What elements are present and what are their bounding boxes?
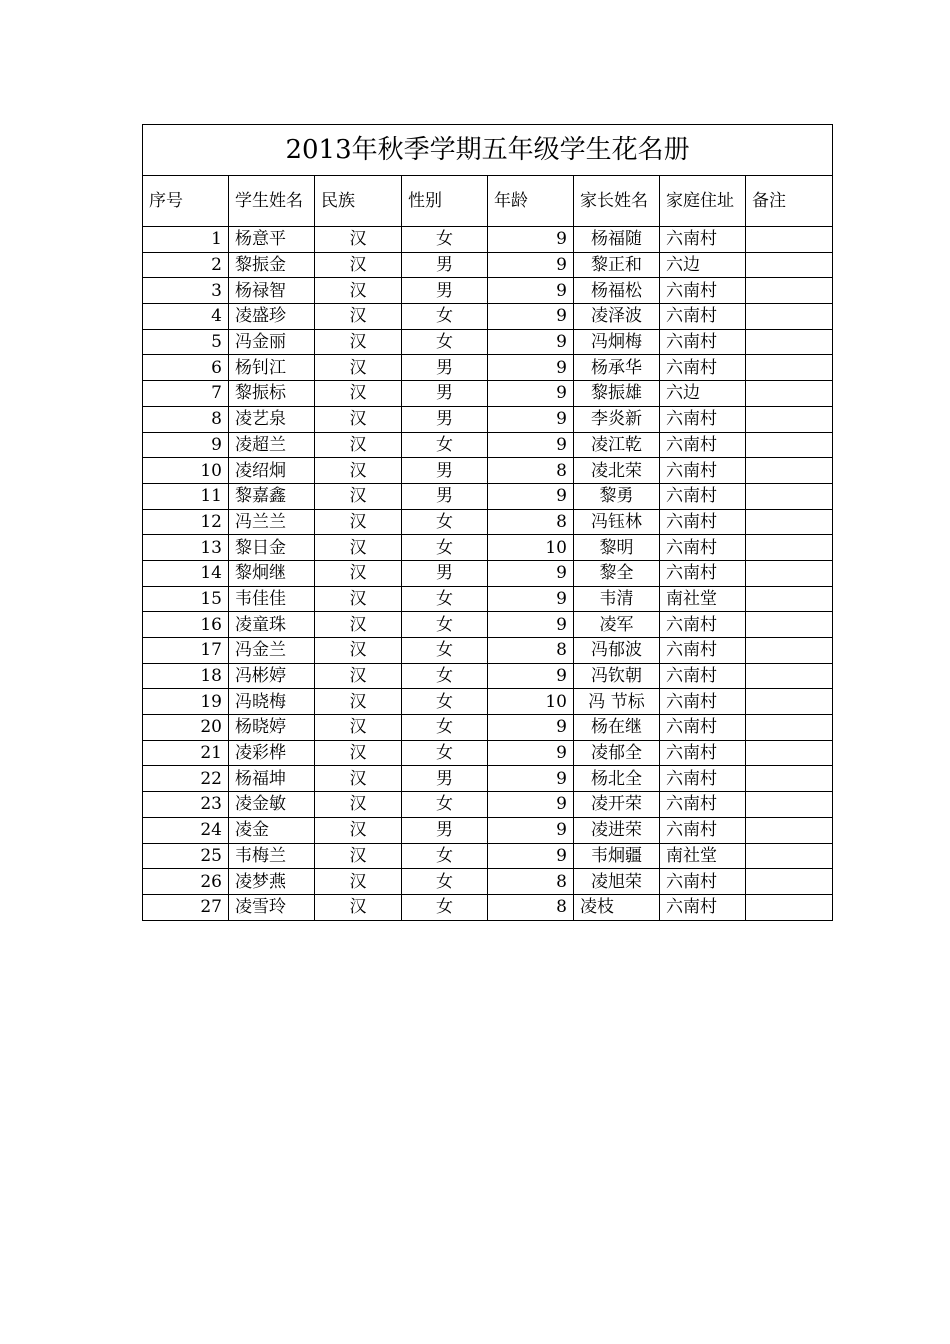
cell-remarks [746, 766, 833, 792]
cell-address: 六南村 [660, 458, 746, 484]
cell-student-name: 冯金丽 [229, 329, 315, 355]
cell-seq: 18 [143, 663, 229, 689]
cell-remarks [746, 689, 833, 715]
table-row [143, 689, 833, 715]
header-address: 家庭住址 [660, 176, 746, 227]
cell-age: 9 [488, 355, 574, 381]
cell-student-name: 韦佳佳 [229, 586, 315, 612]
table-row [143, 792, 833, 818]
cell-address: 六南村 [660, 304, 746, 330]
cell-address: 六南村 [660, 638, 746, 664]
table-row [143, 227, 833, 253]
cell-ethnicity: 汉 [315, 381, 402, 407]
cell-address: 六南村 [660, 689, 746, 715]
cell-parent-name: 凌进荣 [574, 817, 660, 843]
cell-seq: 27 [143, 894, 229, 920]
table-row [143, 458, 833, 484]
cell-gender: 女 [402, 663, 488, 689]
cell-seq: 15 [143, 586, 229, 612]
cell-ethnicity: 汉 [315, 586, 402, 612]
cell-gender: 女 [402, 689, 488, 715]
cell-remarks [746, 406, 833, 432]
cell-parent-name: 黎正和 [574, 252, 660, 278]
cell-gender: 女 [402, 792, 488, 818]
cell-parent-name: 杨承华 [574, 355, 660, 381]
cell-address: 六南村 [660, 792, 746, 818]
cell-address: 六南村 [660, 355, 746, 381]
cell-ethnicity: 汉 [315, 740, 402, 766]
cell-ethnicity: 汉 [315, 689, 402, 715]
cell-gender: 女 [402, 586, 488, 612]
cell-seq: 16 [143, 612, 229, 638]
cell-gender: 男 [402, 483, 488, 509]
cell-gender: 女 [402, 432, 488, 458]
cell-age: 9 [488, 740, 574, 766]
cell-address: 六南村 [660, 715, 746, 741]
student-roster-table [142, 124, 833, 921]
cell-gender: 男 [402, 458, 488, 484]
cell-seq: 9 [143, 432, 229, 458]
cell-parent-name: 凌泽波 [574, 304, 660, 330]
cell-ethnicity: 汉 [315, 869, 402, 895]
cell-address: 六南村 [660, 869, 746, 895]
cell-ethnicity: 汉 [315, 715, 402, 741]
title-row [143, 125, 833, 176]
cell-remarks [746, 586, 833, 612]
cell-parent-name: 韦清 [574, 586, 660, 612]
cell-parent-name: 凌旭荣 [574, 869, 660, 895]
cell-remarks [746, 535, 833, 561]
cell-seq: 6 [143, 355, 229, 381]
cell-remarks [746, 715, 833, 741]
cell-student-name: 凌金敏 [229, 792, 315, 818]
cell-seq: 5 [143, 329, 229, 355]
cell-student-name: 黎日金 [229, 535, 315, 561]
cell-gender: 男 [402, 817, 488, 843]
cell-ethnicity: 汉 [315, 252, 402, 278]
cell-remarks [746, 663, 833, 689]
cell-student-name: 黎嘉鑫 [229, 483, 315, 509]
cell-parent-name: 杨在继 [574, 715, 660, 741]
cell-ethnicity: 汉 [315, 560, 402, 586]
table-row [143, 843, 833, 869]
cell-address: 南社堂 [660, 586, 746, 612]
cell-ethnicity: 汉 [315, 329, 402, 355]
cell-ethnicity: 汉 [315, 638, 402, 664]
cell-age: 9 [488, 406, 574, 432]
cell-remarks [746, 432, 833, 458]
cell-remarks [746, 869, 833, 895]
cell-remarks [746, 509, 833, 535]
table-row [143, 304, 833, 330]
cell-seq: 14 [143, 560, 229, 586]
cell-remarks [746, 843, 833, 869]
header-seq: 序号 [143, 176, 229, 227]
cell-student-name: 冯兰兰 [229, 509, 315, 535]
cell-ethnicity: 汉 [315, 432, 402, 458]
cell-ethnicity: 汉 [315, 894, 402, 920]
cell-seq: 3 [143, 278, 229, 304]
cell-address: 六南村 [660, 663, 746, 689]
table-row [143, 406, 833, 432]
cell-parent-name: 黎全 [574, 560, 660, 586]
table-row [143, 535, 833, 561]
cell-seq: 19 [143, 689, 229, 715]
header-parent-name: 家长姓名 [574, 176, 660, 227]
cell-age: 9 [488, 663, 574, 689]
cell-student-name: 杨钊江 [229, 355, 315, 381]
cell-gender: 男 [402, 355, 488, 381]
cell-address: 六南村 [660, 406, 746, 432]
cell-seq: 26 [143, 869, 229, 895]
cell-seq: 2 [143, 252, 229, 278]
cell-student-name: 黎振标 [229, 381, 315, 407]
cell-gender: 男 [402, 560, 488, 586]
cell-student-name: 杨福坤 [229, 766, 315, 792]
cell-gender: 女 [402, 638, 488, 664]
cell-age: 9 [488, 432, 574, 458]
cell-gender: 男 [402, 406, 488, 432]
header-gender: 性别 [402, 176, 488, 227]
cell-student-name: 凌童珠 [229, 612, 315, 638]
cell-parent-name: 凌枝 [574, 894, 660, 920]
cell-gender: 男 [402, 381, 488, 407]
cell-parent-name: 冯钰林 [574, 509, 660, 535]
cell-age: 10 [488, 689, 574, 715]
table-row [143, 252, 833, 278]
cell-remarks [746, 227, 833, 253]
cell-parent-name: 凌北荣 [574, 458, 660, 484]
cell-address: 六南村 [660, 612, 746, 638]
header-student-name: 学生姓名 [229, 176, 315, 227]
cell-seq: 1 [143, 227, 229, 253]
cell-seq: 21 [143, 740, 229, 766]
cell-seq: 13 [143, 535, 229, 561]
cell-remarks [746, 252, 833, 278]
cell-student-name: 凌梦燕 [229, 869, 315, 895]
cell-seq: 24 [143, 817, 229, 843]
table-row [143, 817, 833, 843]
cell-student-name: 凌超兰 [229, 432, 315, 458]
cell-student-name: 黎振金 [229, 252, 315, 278]
cell-age: 10 [488, 535, 574, 561]
cell-address: 六南村 [660, 740, 746, 766]
cell-student-name: 凌雪玲 [229, 894, 315, 920]
table-row [143, 381, 833, 407]
cell-address: 六边 [660, 381, 746, 407]
table-row [143, 766, 833, 792]
cell-gender: 男 [402, 766, 488, 792]
cell-gender: 女 [402, 509, 488, 535]
cell-gender: 男 [402, 252, 488, 278]
cell-age: 9 [488, 612, 574, 638]
cell-student-name: 凌绍炯 [229, 458, 315, 484]
cell-student-name: 冯金兰 [229, 638, 315, 664]
cell-seq: 10 [143, 458, 229, 484]
cell-parent-name: 凌开荣 [574, 792, 660, 818]
header-remarks: 备注 [746, 176, 833, 227]
cell-student-name: 凌艺泉 [229, 406, 315, 432]
cell-parent-name: 杨福松 [574, 278, 660, 304]
cell-ethnicity: 汉 [315, 355, 402, 381]
cell-remarks [746, 458, 833, 484]
table-row [143, 612, 833, 638]
cell-gender: 女 [402, 894, 488, 920]
cell-student-name: 杨禄智 [229, 278, 315, 304]
cell-gender: 女 [402, 869, 488, 895]
cell-parent-name: 冯 节标 [574, 689, 660, 715]
cell-parent-name: 杨北全 [574, 766, 660, 792]
cell-age: 8 [488, 509, 574, 535]
cell-age: 8 [488, 894, 574, 920]
cell-student-name: 杨晓婷 [229, 715, 315, 741]
cell-address: 六南村 [660, 329, 746, 355]
table-row [143, 432, 833, 458]
cell-age: 9 [488, 817, 574, 843]
cell-seq: 7 [143, 381, 229, 407]
cell-remarks [746, 304, 833, 330]
table-row [143, 560, 833, 586]
cell-gender: 男 [402, 278, 488, 304]
cell-remarks [746, 381, 833, 407]
cell-seq: 25 [143, 843, 229, 869]
cell-ethnicity: 汉 [315, 535, 402, 561]
cell-parent-name: 黎振雄 [574, 381, 660, 407]
cell-gender: 女 [402, 715, 488, 741]
cell-remarks [746, 638, 833, 664]
cell-gender: 女 [402, 329, 488, 355]
cell-gender: 女 [402, 612, 488, 638]
cell-parent-name: 凌郁全 [574, 740, 660, 766]
cell-parent-name: 韦炯疆 [574, 843, 660, 869]
cell-parent-name: 凌军 [574, 612, 660, 638]
cell-parent-name: 冯郁波 [574, 638, 660, 664]
cell-age: 9 [488, 252, 574, 278]
cell-age: 9 [488, 329, 574, 355]
cell-age: 9 [488, 278, 574, 304]
cell-student-name: 冯彬婷 [229, 663, 315, 689]
cell-gender: 女 [402, 227, 488, 253]
table-row [143, 869, 833, 895]
table-row [143, 329, 833, 355]
cell-age: 9 [488, 586, 574, 612]
cell-ethnicity: 汉 [315, 817, 402, 843]
table-row [143, 509, 833, 535]
cell-seq: 22 [143, 766, 229, 792]
cell-address: 南社堂 [660, 843, 746, 869]
cell-address: 六南村 [660, 766, 746, 792]
cell-remarks [746, 740, 833, 766]
table-row [143, 740, 833, 766]
cell-remarks [746, 278, 833, 304]
cell-remarks [746, 894, 833, 920]
cell-age: 9 [488, 227, 574, 253]
cell-address: 六南村 [660, 278, 746, 304]
cell-age: 9 [488, 715, 574, 741]
cell-ethnicity: 汉 [315, 406, 402, 432]
cell-age: 9 [488, 792, 574, 818]
cell-ethnicity: 汉 [315, 278, 402, 304]
cell-age: 9 [488, 843, 574, 869]
cell-ethnicity: 汉 [315, 509, 402, 535]
cell-student-name: 凌盛珍 [229, 304, 315, 330]
cell-seq: 23 [143, 792, 229, 818]
cell-student-name: 凌彩桦 [229, 740, 315, 766]
cell-address: 六南村 [660, 227, 746, 253]
cell-ethnicity: 汉 [315, 766, 402, 792]
cell-ethnicity: 汉 [315, 227, 402, 253]
table-row [143, 278, 833, 304]
cell-seq: 4 [143, 304, 229, 330]
cell-address: 六南村 [660, 817, 746, 843]
cell-parent-name: 李炎新 [574, 406, 660, 432]
cell-age: 8 [488, 638, 574, 664]
cell-student-name: 冯晓梅 [229, 689, 315, 715]
cell-remarks [746, 792, 833, 818]
cell-ethnicity: 汉 [315, 304, 402, 330]
page-title: 2013年秋季学期五年级学生花名册 [143, 125, 833, 176]
cell-age: 9 [488, 560, 574, 586]
cell-seq: 17 [143, 638, 229, 664]
cell-student-name: 韦梅兰 [229, 843, 315, 869]
cell-seq: 11 [143, 483, 229, 509]
cell-seq: 20 [143, 715, 229, 741]
cell-parent-name: 杨福随 [574, 227, 660, 253]
cell-address: 六南村 [660, 894, 746, 920]
cell-address: 六边 [660, 252, 746, 278]
cell-ethnicity: 汉 [315, 663, 402, 689]
table-row [143, 663, 833, 689]
cell-parent-name: 冯钦朝 [574, 663, 660, 689]
cell-age: 8 [488, 458, 574, 484]
header-row [143, 176, 833, 227]
cell-ethnicity: 汉 [315, 792, 402, 818]
cell-gender: 女 [402, 740, 488, 766]
cell-ethnicity: 汉 [315, 483, 402, 509]
header-ethnicity: 民族 [315, 176, 402, 227]
cell-seq: 12 [143, 509, 229, 535]
cell-age: 8 [488, 869, 574, 895]
cell-age: 9 [488, 304, 574, 330]
cell-age: 9 [488, 766, 574, 792]
cell-ethnicity: 汉 [315, 458, 402, 484]
cell-student-name: 杨意平 [229, 227, 315, 253]
cell-gender: 女 [402, 304, 488, 330]
cell-parent-name: 黎勇 [574, 483, 660, 509]
cell-age: 9 [488, 483, 574, 509]
cell-student-name: 黎炯继 [229, 560, 315, 586]
table-row [143, 355, 833, 381]
cell-ethnicity: 汉 [315, 843, 402, 869]
cell-student-name: 凌金 [229, 817, 315, 843]
cell-remarks [746, 483, 833, 509]
cell-parent-name: 凌江乾 [574, 432, 660, 458]
table-row [143, 638, 833, 664]
cell-parent-name: 冯炯梅 [574, 329, 660, 355]
cell-remarks [746, 612, 833, 638]
cell-gender: 女 [402, 535, 488, 561]
cell-age: 9 [488, 381, 574, 407]
cell-parent-name: 黎明 [574, 535, 660, 561]
cell-ethnicity: 汉 [315, 612, 402, 638]
table-row [143, 894, 833, 920]
cell-gender: 女 [402, 843, 488, 869]
table-row [143, 715, 833, 741]
table-row [143, 586, 833, 612]
table-row [143, 483, 833, 509]
cell-address: 六南村 [660, 560, 746, 586]
header-age: 年龄 [488, 176, 574, 227]
cell-remarks [746, 817, 833, 843]
cell-remarks [746, 329, 833, 355]
cell-remarks [746, 560, 833, 586]
cell-seq: 8 [143, 406, 229, 432]
cell-address: 六南村 [660, 535, 746, 561]
cell-remarks [746, 355, 833, 381]
cell-address: 六南村 [660, 483, 746, 509]
cell-address: 六南村 [660, 509, 746, 535]
cell-address: 六南村 [660, 432, 746, 458]
